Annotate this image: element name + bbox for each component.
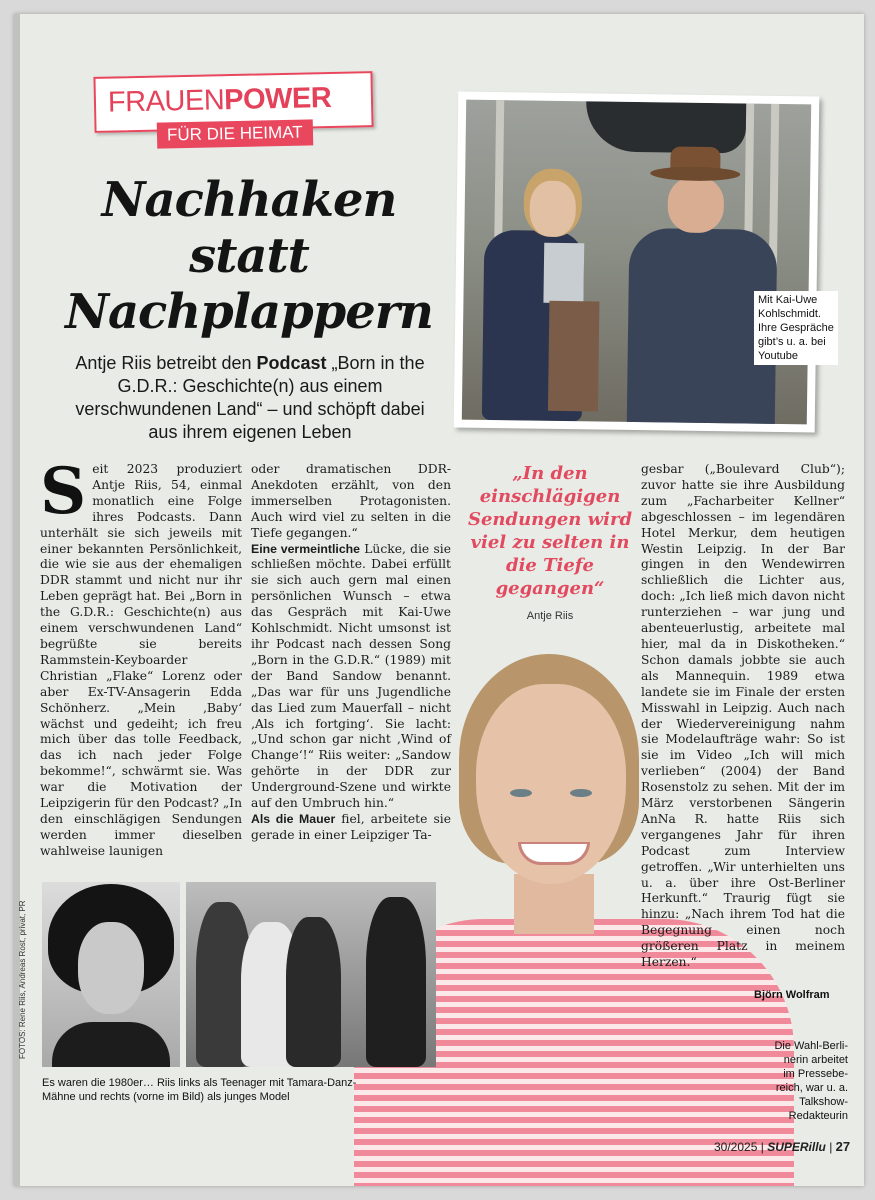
man-figure xyxy=(627,132,781,424)
kicker-light: FRAUEN xyxy=(107,84,225,119)
kicker-subtitle: FÜR DIE HEIMAT xyxy=(157,119,313,148)
caption-line: im Pressebe- xyxy=(783,1068,848,1080)
photo-credit: FOTOS: Rene Riis, Andreas Rost, privat, PR xyxy=(18,900,27,1059)
photo-teenager-bw xyxy=(42,882,180,1067)
eye-left xyxy=(510,789,532,797)
kicker-bold: POWER xyxy=(223,81,332,117)
caption-line: Talkshow- xyxy=(799,1096,848,1108)
deck-pre: Antje Riis betreibt den xyxy=(75,353,257,373)
pull-quote-attribution: Antje Riis xyxy=(526,610,574,622)
portrait-face xyxy=(476,684,626,884)
woman-head xyxy=(529,181,576,238)
caption-line: Ihre Gespräche xyxy=(758,322,834,334)
photo-model-group-bw xyxy=(186,882,436,1067)
photo-riis-kohlschmidt xyxy=(454,91,820,432)
drop-cap: S xyxy=(40,454,87,529)
magazine-brand: SUPERillu xyxy=(767,1140,826,1154)
man-head xyxy=(667,176,724,233)
article-headline xyxy=(54,172,444,340)
brown-pants xyxy=(548,301,600,412)
smile xyxy=(518,842,590,865)
caption-line: Mit Kai-Uwe xyxy=(758,294,818,306)
kicker-text xyxy=(108,82,332,120)
magazine-page xyxy=(14,14,864,1186)
bw-person xyxy=(286,917,341,1067)
paragraph-lead: Als die Mauer xyxy=(251,811,336,826)
paragraph-lead: Eine vermeintliche xyxy=(251,541,361,556)
hat-brim xyxy=(650,166,740,181)
author-byline: Björn Wolfram xyxy=(754,989,830,1001)
caption-line: nerin arbeitet xyxy=(783,1054,848,1066)
issue-number: 30/2025 xyxy=(714,1140,758,1154)
article-column-1 xyxy=(40,454,242,860)
column-2-paragraph-3: fiel, arbeitete sie gerade in einer Leipziger Ta- xyxy=(251,811,451,842)
photo-top-caption xyxy=(754,291,838,365)
eye-right xyxy=(570,789,592,797)
headline-line-1: Nachhaken xyxy=(101,172,397,228)
article-deck xyxy=(74,352,426,444)
caption-line: Die Wahl-Berli- xyxy=(774,1040,848,1052)
photo-image xyxy=(462,100,811,425)
column-2-paragraph-1: oder dramatischen DDR-Anekdoten erzählt, von den immerselben Protagonisten. Auch wird viel zu selten in die Tiefe gegangen.“ xyxy=(251,462,451,540)
page-folio: 30/2025 | SUPERillu | 27 xyxy=(714,1139,851,1154)
page-number: 27 xyxy=(835,1139,851,1154)
headline-line-3: Nachplappern xyxy=(65,284,433,340)
caption-line: Youtube xyxy=(758,350,798,362)
deck-bold: Podcast xyxy=(256,353,327,373)
caption-line: Kohlschmidt. xyxy=(758,308,821,320)
caption-line: Redakteurin xyxy=(788,1110,848,1122)
bw-person xyxy=(366,897,426,1067)
silver-top xyxy=(543,243,584,304)
caption-line: gibt’s u. a. bei xyxy=(758,336,826,348)
column-3-text: gesbar („Boulevard Club“); zuvor hatte sie ihre Ausbildung zum „Facharbeiter Kellner“ abgeschlossen – im legendären Hotel Merkur, dem heutigen Westin Leipzig. In der Bar gingen in den Wendewirren schließlich die Lichter aus, doch: „Ich ließ mich davon nicht runterziehen – war jung und abenteuerlustig, arbeitete mal hier, mal da in Diskotheken.“ Schon damals jobbte sie auch als Mannequin. 1989 etwa landete sie im Finale der ersten Misswahl in Leipzig. Auch nach der Wiedervereinigung nahm sie Modelaufträge wahr: So ist sie im Video „Ich will mich verlieben“ (2004) der Band Rosenstolz zu sehen. Mit der im März verstorbenen Sängerin AnNa R. hatte Riis sich vergangenes Jahr für ihren Podcast zum Interview getroffen. „Wir unterhielten uns u. a. über ihre Ost-Berliner Herkunft.“ Traurig fügt sie hinzu: „Nach ihrem Tod hat die Begegnung einen noch größeren Platz in meinem Herzen.“ xyxy=(641,462,845,970)
caption-line: reich, war u. a. xyxy=(775,1082,848,1094)
portrait-caption xyxy=(754,1039,848,1123)
pull-quote: „In den einschlägigen Sendungen wird viel zu selten in die Tiefe gegangen“ xyxy=(467,463,633,599)
headline-line-2: statt xyxy=(189,228,309,284)
bw-face xyxy=(78,922,144,1014)
bw-photos-caption: Es waren die 1980er… Riis links als Teenager mit Tamara-Danz-Mähne und rechts (vorne im Bild) als junges Model xyxy=(42,1077,357,1103)
deck-post: „Born in the G.D.R.: Geschichte(n) aus einem verschwundenen Land“ – und schöpft dabei aus ihrem eigenen Leben xyxy=(75,353,425,442)
column-2-paragraph-2: Lücke, die sie schließen möchte. Dabei erfüllt sie sich auch gern mal einen persönlichen Wunsch – etwa das Gespräch mit Kai-Uwe Kohlschmidt. Nicht umsonst ist ihr Podcast nach dessen Song „Born in the G.D.R.“ (1989) mit der Band Sandow benannt. „Das war für uns Jugendliche das Lied zum Mauerfall – nicht ‚Als ich fortging‘. Sie lacht: „Und schon gar nicht ‚Wind of Change‘!“ Riis weiter: „Sandow gehörte in der DDR zur Underground-Szene und wirkte auf den Umbruch hin.“ xyxy=(251,541,451,811)
woman-figure xyxy=(482,180,615,422)
column-1-text: eit 2023 produziert Antje Riis, 54, einmal monatlich eine Folge ihres Podcasts. Dann unterhält sie sich jeweils mit einer bekannten Persönlichkeit, die wie sie aus der ehemaligen DDR stammt und nicht nur ihr Leben geprägt hat. Bei „Born in the G.D.R.: Geschichte(n) aus einem verschwundenen Land“ begrüßte sie bereits Rammstein-Keyboarder Christian „Flake“ Lorenz oder aber Ex-TV-Ansagerin Edda Schönherz. „Mein ‚Baby‘ wächst und gedeiht; ich freu mich über das tolle Feedback, das ich nach jeder Folge bekomme!“, schwärmt sie. Was war die Motivation der Leipzigerin für den Podcast? „In den einschlägigen Sendungen werden immer dieselben wahlweise launigen xyxy=(40,462,242,858)
bw-figure-body xyxy=(52,1022,170,1067)
article-column-3 xyxy=(641,462,845,971)
